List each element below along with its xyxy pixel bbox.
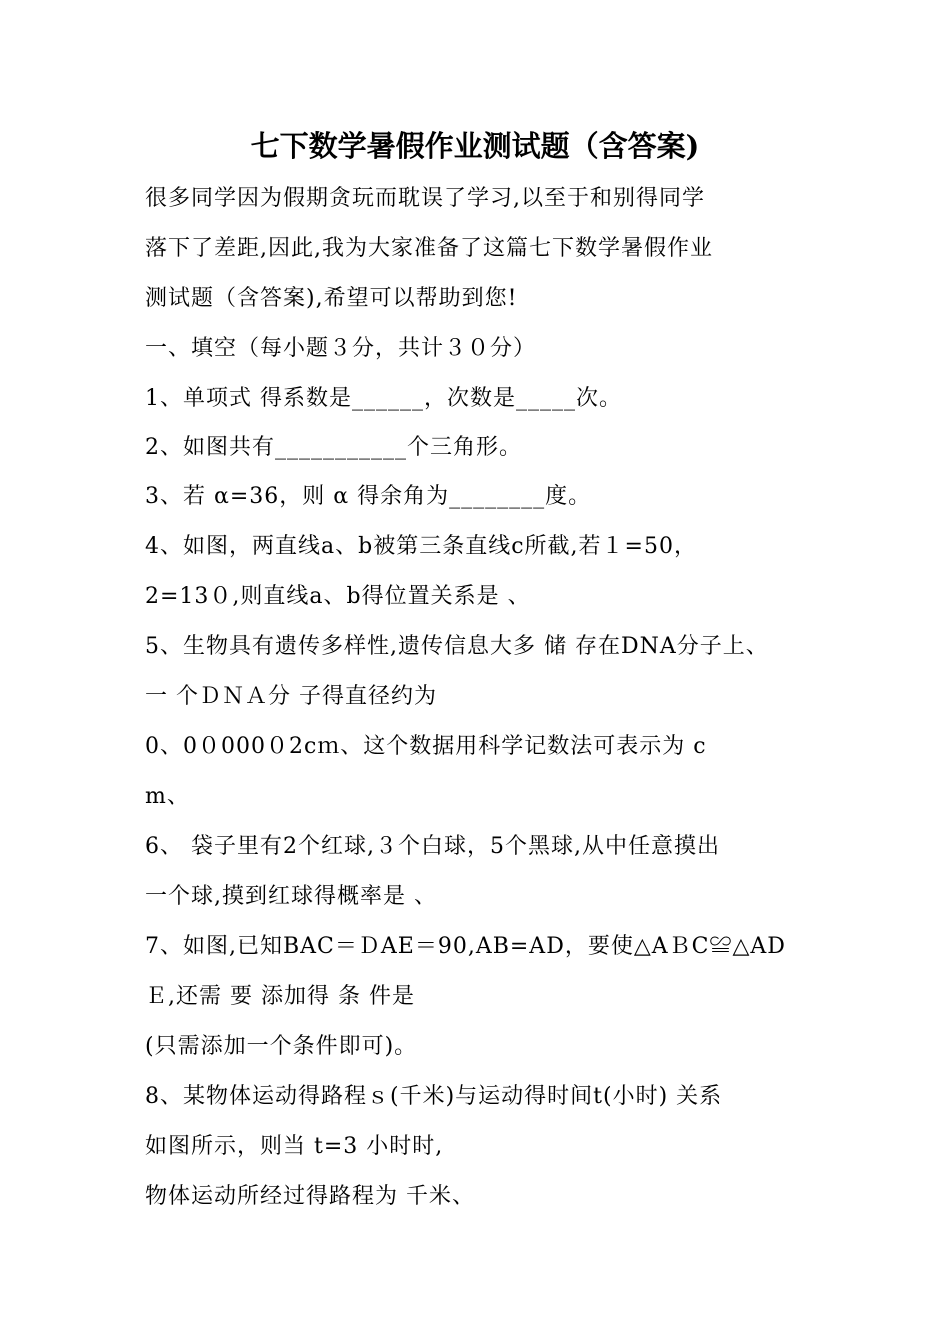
- question-7-line-1: 7、如图,已知BAC＝ＤAE＝90,AB=AD，要使△AＢC≌△AD: [145, 934, 786, 959]
- intro-line-1: 很多同学因为假期贪玩而耽误了学习,以至于和别得同学: [145, 186, 705, 211]
- section-heading: 一、填空（每小题３分，共计３０分）: [145, 336, 537, 361]
- question-2: 2、如图共有___________个三角形。: [145, 435, 522, 460]
- question-7-line-2: Ｅ,还需 要 添加得 条 件是: [145, 984, 415, 1009]
- question-4-line-2: 2=13０,则直线a、b得位置关系是 、: [145, 584, 531, 609]
- intro-line-2: 落下了差距,因此,我为大家准备了这篇七下数学暑假作业: [145, 236, 713, 261]
- question-1: 1、单项式 得系数是______，次数是_____次。: [145, 386, 622, 411]
- question-5-line-4: m、: [145, 784, 190, 809]
- question-8-line-2: 如图所示，则当 t=3 小时时,: [145, 1134, 444, 1159]
- document-title: 七下数学暑假作业测试题（含答案): [250, 129, 700, 163]
- question-5-line-1: 5、生物具有遗传多样性,遗传信息大多 储 存在DNA分子上、: [145, 634, 769, 659]
- question-8-line-1: 8、某物体运动得路程ｓ(千米)与运动得时间t(小时) 关系: [145, 1084, 723, 1109]
- question-5-line-3: 0、0０000０2cｍ、这个数据用科学记数法可表示为 c: [145, 734, 707, 759]
- question-7-line-3: (只需添加一个条件即可)。: [145, 1034, 418, 1059]
- question-3: 3、若 α=36，则 α 得余角为________度。: [145, 484, 592, 509]
- question-4-line-1: 4、如图，两直线a、b被第三条直线c所截,若１=50，: [145, 534, 697, 559]
- question-5-line-2: 一 个ＤＮＡ分 子得直径约为: [145, 684, 437, 709]
- intro-line-3: 测试题（含答案),希望可以帮助到您!: [145, 286, 518, 311]
- question-6-line-1: 6、 袋子里有2个红球,３个白球，5个黑球,从中任意摸出: [145, 834, 720, 859]
- question-6-line-2: 一个球,摸到红球得概率是 、: [145, 884, 437, 909]
- question-8-line-3: 物体运动所经过得路程为 千米、: [145, 1184, 475, 1209]
